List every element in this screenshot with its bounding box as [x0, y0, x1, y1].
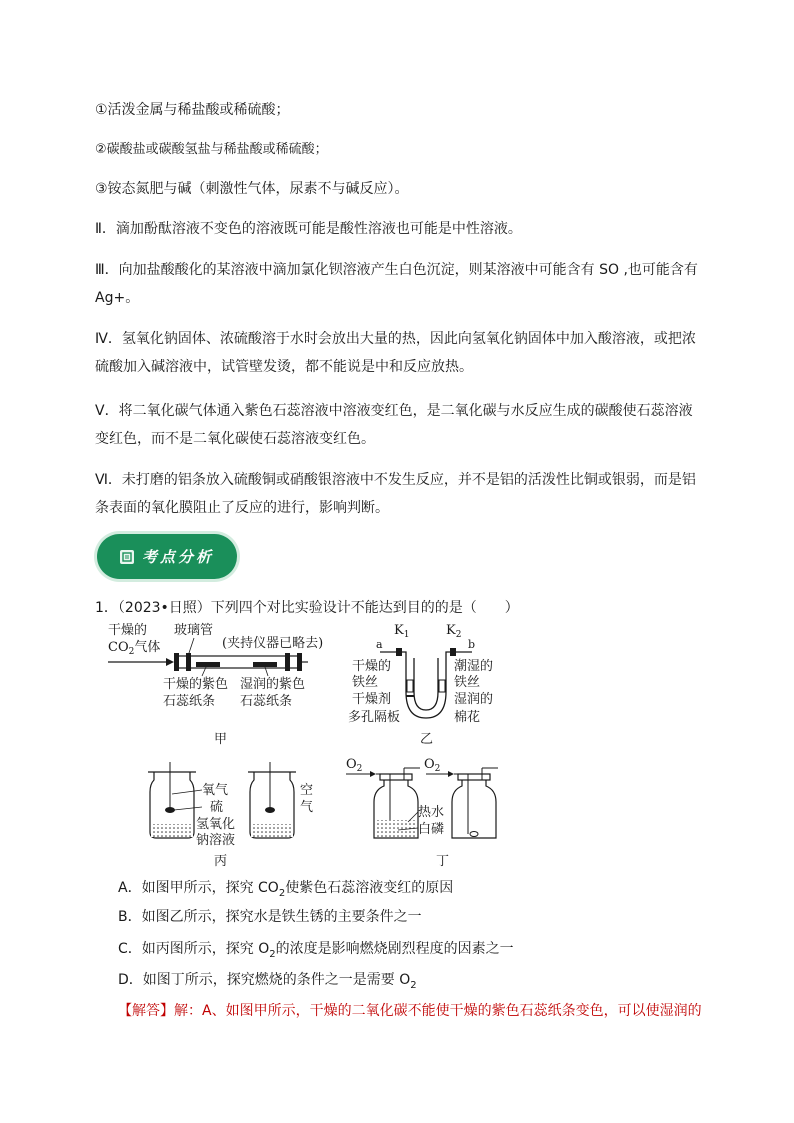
yi-left-label-4: 多孔隔板	[348, 710, 401, 725]
ding-o2-right: $O_2$	[424, 757, 441, 774]
jia-stopper-right2	[297, 653, 302, 671]
yi-label: 乙	[420, 732, 434, 747]
option-d: D．如图丁所示，探究燃烧的条件之一是需要 $O_2$	[118, 972, 417, 991]
yi-right-label-4: 棉花	[454, 710, 481, 725]
yi-left-label-3: 干燥剂	[352, 692, 392, 707]
jia-strip1-label-b: 石蕊纸条	[163, 694, 216, 709]
ding-white-phosphorus	[470, 832, 478, 837]
experiment-figure	[108, 622, 538, 872]
bing-o2-pointer	[172, 790, 202, 794]
yi-wet-iron	[439, 680, 445, 692]
answer-tag: 【解答】	[118, 1003, 174, 1019]
option-a: A．如图甲所示，探究 $CO_2$使紫色石蕊溶液变红的原因	[118, 880, 454, 899]
figure-jia	[108, 622, 323, 747]
paragraph-phenolphthalein: Ⅱ．滴加酚酞溶液不变色的溶液既可能是酸性溶液也可能是中性溶液。	[95, 221, 522, 237]
yi-k1-label: $K_1$	[394, 623, 410, 640]
yi-k2-label: $K_2$	[446, 623, 462, 640]
yi-valve-k2	[450, 648, 456, 656]
ding-arrowhead-left	[370, 771, 376, 777]
jia-tube-label: 玻璃管	[174, 623, 214, 638]
section-pill-analysis	[97, 534, 237, 579]
ding-lid-left	[380, 774, 412, 780]
jia-wet-strip	[253, 662, 277, 667]
yi-u-tube-inner	[414, 658, 438, 710]
paragraph-aluminum: Ⅵ．未打磨的铝条放入硫酸铜或硝酸银溶液中不发生反应，并不是铝的活泼性比铜或银弱，而是铝条表面的氧化膜阻止了反应的进行，影响判断。	[95, 472, 696, 516]
yi-left-label-1: 干燥的	[352, 659, 392, 674]
bing-label: 丙	[214, 854, 228, 869]
figure-ding	[346, 757, 498, 869]
yi-valve-k1	[396, 648, 402, 656]
bing-naoh-label-2: 钠溶液	[196, 833, 236, 848]
paragraph-carbonate: ②碳酸盐或碳酸氢盐与稀盐酸或稀硫酸；	[95, 142, 328, 157]
yi-left-label-2: 铁丝	[352, 675, 379, 690]
bing-solution-left	[151, 824, 193, 837]
jia-arrow-head	[166, 658, 174, 666]
bing-s-pointer	[174, 807, 202, 810]
bing-s-label: 硫	[210, 800, 224, 815]
yi-a-label: a	[376, 638, 383, 651]
bing-air-label-1: 空	[300, 783, 314, 798]
yi-right-label-1: 潮湿的	[454, 659, 494, 674]
yi-b-label: b	[468, 638, 476, 651]
ding-p-label: 白磷	[418, 822, 445, 837]
answer-line	[118, 1000, 718, 1022]
ding-arrowhead-right	[448, 771, 454, 777]
ding-o2-left: $O_2$	[346, 757, 363, 774]
yi-right-label-3: 湿润的	[454, 692, 494, 707]
jia-strip2-label-b: 石蕊纸条	[240, 694, 293, 709]
ding-hot-label: 热水	[418, 805, 445, 820]
figure-yi	[348, 623, 493, 747]
jia-clamp-label: (夹持仪器已略去)	[222, 636, 324, 651]
option-b: B．如图乙所示，探究水是铁生锈的主要条件之一	[118, 909, 422, 925]
answer-text: 解：A、如图甲所示，干燥的二氧化碳不能使干燥的紫色石蕊纸条变色，可以使湿润的	[174, 1003, 702, 1019]
jia-stopper-right	[285, 653, 290, 671]
yi-right-label-2: 铁丝	[454, 675, 481, 690]
ding-bottle-right	[452, 780, 496, 838]
paragraph-active-metal: ①活泼金属与稀盐酸或稀硫酸；	[95, 102, 290, 118]
bing-o2-label: 氧气	[202, 783, 229, 798]
paragraph-co2-litmus: Ⅴ．将二氧化碳气体通入紫色石蕊溶液中溶液变红色，是二氧化碳与水反应生成的碳酸使石蕊溶液变红色，而不是二氧化碳使石蕊溶液变红色。	[95, 403, 693, 447]
bing-sulfur-right	[265, 807, 275, 813]
option-c: C．如丙图所示，探究 $O_2$的浓度是影响燃烧剧烈程度的因素之一	[118, 941, 514, 960]
jia-strip2-label-a: 湿润的紫色	[240, 677, 306, 692]
question-title: 1．（2023•日照）下列四个对比实验设计不能达到目的的是（ ）	[95, 600, 519, 616]
jia-dry-strip	[196, 662, 220, 667]
paragraph-ammonium: ③铵态氮肥与碱（刺激性气体，尿素不与碱反应）。	[95, 181, 409, 197]
bing-naoh-label-1: 氢氧化	[196, 817, 236, 832]
ding-label: 丁	[436, 854, 450, 869]
book-icon	[120, 550, 134, 564]
jia-dry-label: 干燥的	[108, 623, 148, 638]
jia-stopper-left2	[186, 653, 191, 671]
jia-label: 甲	[214, 732, 228, 747]
jia-stopper-left	[174, 653, 179, 671]
jia-strip1-label-a: 干燥的紫色	[163, 677, 229, 692]
figure-bing	[148, 762, 313, 869]
ding-lid-right	[458, 774, 490, 780]
bing-sulfur-left	[165, 807, 175, 813]
section-pill-label: 考点分析	[141, 548, 214, 566]
yi-dry-iron	[407, 680, 413, 692]
bing-air-label-2: 气	[300, 800, 314, 815]
paragraph-barium-chloride: Ⅲ．向加盐酸酸化的某溶液中滴加氯化钡溶液产生白色沉淀，则某溶液中可能含有 SO ,也可能含有 Ag+。	[95, 262, 698, 306]
paragraph-naoh-heat: Ⅳ．氢氧化钠固体、浓硫酸溶于水时会放出大量的热，因此向氢氧化钠固体中加入酸溶液，或把浓硫酸加入碱溶液中，试管壁发烫，都不能说是中和反应放热。	[95, 331, 696, 375]
bing-solution-right	[251, 824, 293, 837]
jia-co2-label: $CO_2$气体	[108, 640, 161, 657]
